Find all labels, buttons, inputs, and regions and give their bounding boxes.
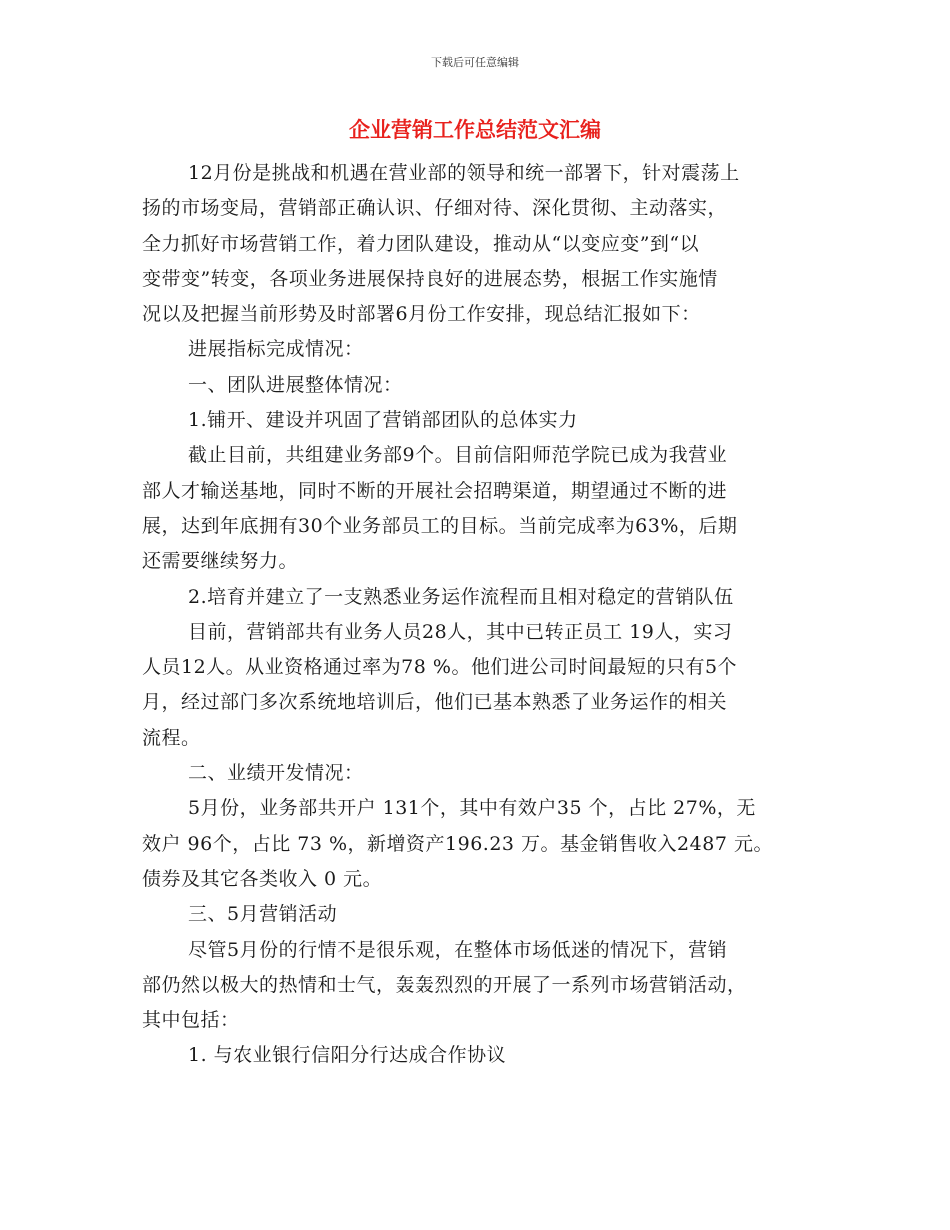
body-line: 1. 与农业银行信阳分行达成合作协议	[188, 1044, 507, 1067]
body-line: 其中包括：	[142, 1009, 240, 1032]
body-line: 尽管5月份的行情不是很乐观，在整体市场低迷的情况下，营销	[188, 938, 728, 961]
body-line: 债券及其它各类收入 0 元。	[142, 867, 383, 890]
body-line: 截止目前，共组建业务部9个。目前信阳师范学院已成为我营业	[188, 444, 728, 467]
body-line: 效户 96个，占比 73 %，新增资产196.23 万。基金销售收入2487 元。	[142, 832, 773, 855]
body-line: 5月份，业务部共开户 131个，其中有效户35 个，占比 27%，无	[188, 797, 756, 820]
body-line: 变带变”转变，各项业务进展保持良好的进展态势，根据工作实施情	[142, 267, 718, 290]
body-line: 人员12人。从业资格通过率为78 %。他们进公司时间最短的只有5个	[142, 656, 738, 679]
body-line: 2.培育并建立了一支熟悉业务运作流程而且相对稳定的营销队伍	[188, 585, 734, 608]
body-line: 流程。	[142, 726, 201, 749]
body-line: 一、团队进展整体情况：	[188, 373, 403, 396]
body-line: 扬的市场变局，营销部正确认识、仔细对待、深化贯彻、主动落实，	[142, 197, 728, 220]
body-line: 1.铺开、建设并巩固了营销部团队的总体实力	[188, 409, 578, 432]
body-line: 三、5月营销活动	[188, 903, 338, 926]
body-line: 进展指标完成情况：	[188, 338, 364, 361]
document-title: 企业营销工作总结范文汇编	[349, 118, 601, 142]
body-line: 展，达到年底拥有30个业务部员工的目标。当前完成率为63%，后期	[142, 514, 738, 537]
body-line: 况以及把握当前形势及时部署6月份工作安排，现总结汇报如下：	[142, 303, 701, 326]
body-line: 全力抓好市场营销工作，着力团队建设，推动从“以变应变”到“以	[142, 232, 700, 255]
body-lines	[142, 156, 814, 1074]
body-line: 12月份是挑战和机遇在营业部的领导和统一部署下，针对震荡上	[188, 162, 740, 184]
body-line: 二、业绩开发情况：	[188, 762, 364, 785]
body-line: 还需要继续努力。	[142, 550, 299, 573]
document-body	[142, 156, 814, 1074]
page-header-note: 下载后可任意编辑	[431, 56, 519, 69]
body-line: 部仍然以极大的热情和士气，轰轰烈烈的开展了一系列市场营销活动，	[142, 973, 747, 996]
body-line: 目前，营销部共有业务人员28人，其中已转正员工 19人，实习	[188, 620, 733, 643]
body-line: 部人才输送基地，同时不断的开展社会招聘渠道，期望通过不断的进	[142, 479, 728, 502]
body-line: 月，经过部门多次系统地培训后，他们已基本熟悉了业务运作的相关	[142, 691, 728, 714]
